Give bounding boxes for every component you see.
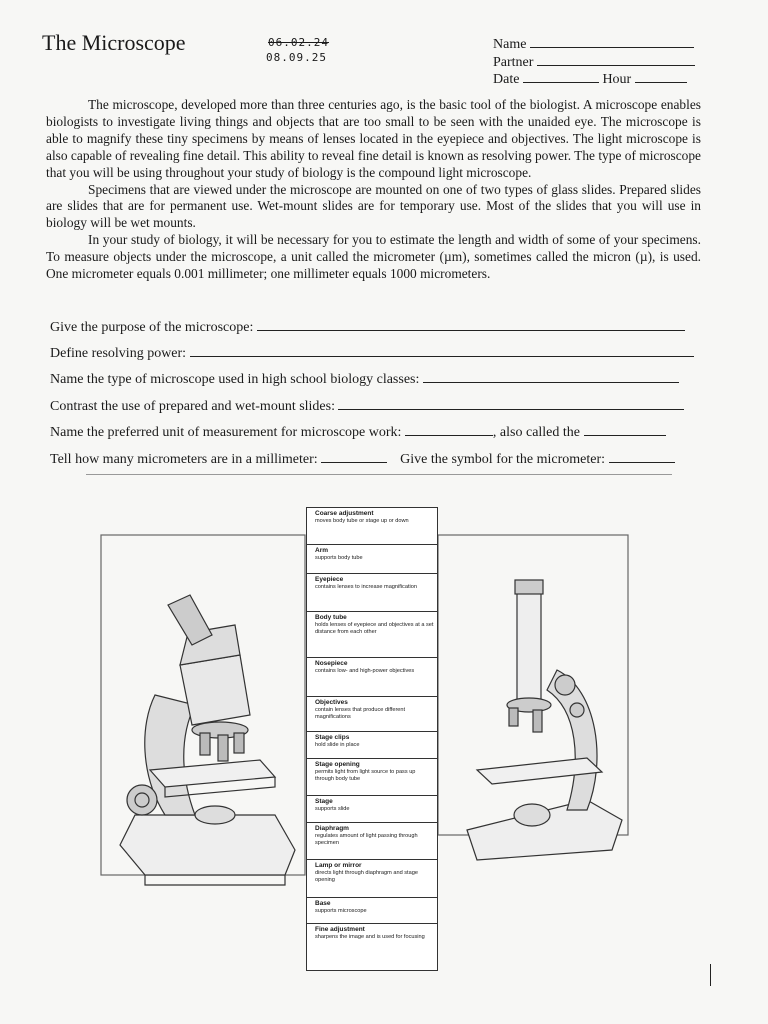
part-label-base [307, 898, 437, 924]
divider [86, 474, 672, 475]
part-description: hold slide in place [315, 742, 360, 748]
part-description: supports microscope [315, 908, 367, 914]
answer-blank[interactable] [609, 450, 675, 463]
answer-blank[interactable] [338, 397, 684, 410]
name-field[interactable] [493, 35, 694, 53]
question-unit [50, 423, 666, 441]
question-text: Define resolving power: [50, 346, 187, 361]
right-microscope-illustration [437, 520, 637, 880]
part-label-lamp-or-mirror [307, 860, 437, 898]
answer-blank[interactable] [257, 318, 685, 331]
part-description: supports body tube [315, 555, 363, 561]
answer-blank[interactable] [190, 344, 694, 357]
intro-paragraph: In your study of biology, it will be necessary for you to estimate the length and width of some of your specimens. To measure objects under the microscope, a unit called the micrometer (µm), sometimes called the micron (µ), is used. One micrometer equals 0.001 millimeter; one millimeter equals 1000 micrometers. [46, 232, 701, 282]
partner-field[interactable] [493, 53, 695, 71]
part-label-coarse-adjustment [307, 508, 437, 545]
margin-mark [710, 964, 711, 986]
hour-label: Hour [602, 72, 632, 87]
part-label-fine-adjustment [307, 924, 437, 958]
part-label-stage-opening [307, 759, 437, 796]
part-title: Coarse adjustment [315, 510, 374, 517]
part-title: Base [315, 900, 331, 907]
body-tube-shape [517, 590, 541, 700]
part-label-eyepiece [307, 574, 437, 612]
part-description: contain lenses that produce different magnifications [315, 707, 406, 720]
question-text: Name the preferred unit of measurement for microscope work: [50, 425, 402, 440]
handwritten-date: 08.09.25 [266, 51, 327, 64]
part-title: Stage opening [315, 761, 360, 768]
handwritten-date-crossed: 06.02.24 [268, 36, 329, 49]
question-text: Name the type of microscope used in high school biology classes: [50, 372, 420, 387]
question-text: Tell how many micrometers are in a millimeter: [50, 452, 318, 467]
part-description: moves body tube or stage up or down [315, 518, 409, 524]
coarse-knob [127, 785, 157, 815]
part-title: Eyepiece [315, 576, 344, 583]
name-label: Name [493, 37, 527, 52]
part-label-objectives [307, 697, 437, 732]
answer-blank[interactable] [584, 423, 666, 436]
question-resolving-power [50, 344, 694, 362]
part-description: contains lenses to increase magnification [315, 584, 417, 590]
part-label-diaphragm [307, 823, 437, 860]
part-label-arm [307, 545, 437, 574]
left-microscope-illustration [100, 515, 306, 895]
parts-label-column [306, 507, 438, 971]
hour-blank[interactable] [635, 70, 687, 83]
body-tube-shape [180, 655, 250, 725]
part-description: holds lenses of eyepiece and objectives at a set distance from each other [315, 622, 434, 635]
intro-text [46, 97, 701, 283]
date-label: Date [493, 72, 520, 87]
base-shape [120, 815, 295, 875]
part-description: supports slide [315, 806, 350, 812]
part-title: Arm [315, 547, 329, 554]
part-title: Fine adjustment [315, 926, 365, 933]
question-text: Give the purpose of the microscope: [50, 320, 254, 335]
part-description: sharpens the image and is used for focusing [315, 934, 425, 940]
mirror-shape [514, 804, 550, 826]
question-purpose [50, 318, 685, 336]
part-title: Lamp or mirror [315, 862, 362, 869]
lamp-shape [195, 806, 235, 824]
eyepiece-shape [515, 580, 543, 594]
question-text: Contrast the use of prepared and wet-mount slides: [50, 399, 335, 414]
question-micrometers [50, 450, 675, 468]
date-blank[interactable] [523, 70, 599, 83]
part-description: contains low- and high-power objectives [315, 668, 415, 674]
question-microscope-type [50, 370, 679, 388]
part-label-nosepiece [307, 658, 437, 697]
intro-paragraph: The microscope, developed more than three centuries ago, is the basic tool of the biologist. A microscope enables biologists to investigate living things and objects that are too small to be seen with the unaided eye. The microscope is able to magnify these tiny specimens by means of lenses located in the eyepiece and objectives. The light microscope is also capable of revealing fine detail. This ability to reveal fine detail is known as resolving power. The type of microscope that you will be using throughout your study of biology is the compound light microscope. [46, 97, 701, 180]
eyepiece-shape [168, 595, 212, 645]
date-hour-field[interactable] [493, 70, 687, 88]
partner-label: Partner [493, 55, 534, 70]
answer-blank[interactable] [321, 450, 387, 463]
intro-paragraph: Specimens that are viewed under the microscope are mounted on one of two types of glass slides. Prepared slides are slides that are for permanent use. Wet-mount slides are for temporary use. Most of the slides that you will use in biology will be wet mounts. [46, 181, 701, 231]
partner-blank[interactable] [537, 53, 695, 66]
part-label-body-tube [307, 612, 437, 658]
answer-blank[interactable] [405, 423, 493, 436]
part-description: directs light through diaphragm and stage opening [315, 870, 418, 883]
page-title: The Microscope [42, 30, 186, 55]
coarse-knob [555, 675, 575, 695]
part-title: Stage [315, 798, 333, 805]
fine-knob [570, 703, 584, 717]
question-slides [50, 397, 684, 415]
question-text: Give the symbol for the micrometer: [400, 452, 606, 467]
part-description: permits light from light source to pass up through body tube [315, 769, 416, 782]
part-label-stage-clips [307, 732, 437, 759]
part-title: Diaphragm [315, 825, 349, 832]
part-title: Body tube [315, 614, 347, 621]
part-title: Nosepiece [315, 660, 348, 667]
part-label-stage [307, 796, 437, 823]
question-text: , also called the [492, 425, 580, 440]
name-blank[interactable] [530, 35, 694, 48]
part-title: Objectives [315, 699, 348, 706]
part-title: Stage clips [315, 734, 350, 741]
answer-blank[interactable] [423, 370, 679, 383]
part-description: regulates amount of light passing through specimen [315, 833, 418, 846]
